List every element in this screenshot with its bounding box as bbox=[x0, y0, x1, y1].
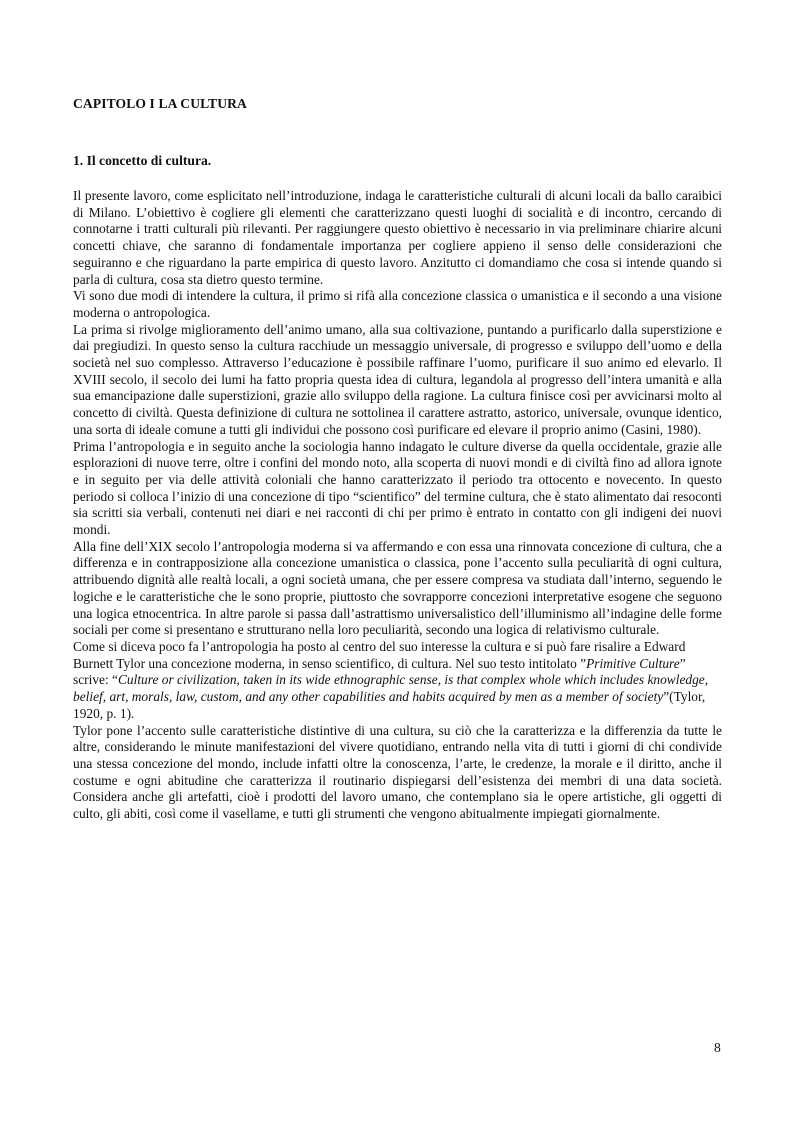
paragraph-classical-culture: La prima si rivolge miglioramento dell’animo umano, alla sua coltivazione, puntando a purificarlo dalla superstizione e dai pregiudizi. In questo senso la cultura racchiude un messaggio universale, di progresso e sviluppo dell’uomo e della società nel suo complesso. Attraverso l’educazione è possibile raffinare l’uomo, purificare il suo animo ed elevarlo. Il XVIII secolo, il secolo dei lumi ha fatto propria questa idea di cultura, legandola al progresso dell’intera umanità e alla sua emancipazione dalle superstizioni, grazie allo sviluppo della ragione. La cultura finisce così per avvicinarsi molto al concetto di civiltà. Questa definizione di cultura ne sottolinea il carattere astratto, astorico, universale, ovunque identico, una sorta di ideale comune a tutti gli individui che possono così purificare ed elevare il proprio animo (Casini, 1980). bbox=[73, 321, 722, 437]
tylor-citation: ”(Tylor, 1920, p. 1). bbox=[73, 689, 706, 721]
section-title: 1. Il concetto di cultura. bbox=[73, 153, 212, 168]
paragraph-anthropology: Prima l’antropologia e in seguito anche la sociologia hanno indagato le culture diverse da quella occidentale, grazie alle esplorazioni di nuove terre, oltre i confini del mondo noto, alla scoperta di nuovi mondi e di civiltà fino ad allora ignote e in seguito per via delle attività coloniali che hanno caratterizzato il periodo tra ottocento e novecento. In questo periodo si colloca l’inizio di una concezione di tipo “scientifico” del termine cultura, che è stato alimentato dai resoconti sia scritti sia verbali, contenuti nei diari e nei racconti di chi per primo è entrato in contatto con gli indigeni dei nuovi mondi. bbox=[73, 438, 722, 538]
paragraph-intro: Il presente lavoro, come esplicitato nell’introduzione, indaga le caratteristiche culturali di alcuni locali da ballo caraibici di Milano. L’obiettivo è cogliere gli elementi che caratterizzano questi luoghi di socialità e di incontro, cercando di connotarne i tratti culturali più rilevanti. Per raggiungere questo obiettivo è necessario in via preliminare chiarire alcuni concetti chiave, che saranno di fondamentale importanza per cogliere appieno il senso delle considerazioni che seguiranno e che riguardano la parte empirica di questo lavoro. Anzitutto ci domandiamo che cosa si intende quando si parla di cultura, cosa sta dietro questo termine. bbox=[73, 188, 722, 287]
tylor-text-middle: ” scrive: “ bbox=[73, 655, 686, 688]
body-text bbox=[73, 188, 722, 823]
page-number: 8 bbox=[714, 1040, 721, 1055]
tylor-book-title: Primitive Culture bbox=[586, 655, 680, 671]
tylor-quote: Culture or civilization, taken in its wide ethnographic sense, is that complex whole which includes knowledge, belief, art, morals, law, custom, and any other capabilities and habits acquired by men as a member of society bbox=[73, 672, 709, 705]
paragraph-tylor-characteristics: Tylor pone l’accento sulle caratteristiche distintive di una cultura, su ciò che la caratterizza e la differenzia da tutte le altre, considerando le minute manifestazioni del vivere quotidiano, entrando nella vita di tutti i giorni di chi condivide una stessa concezione del mondo, include infatti oltre la conoscenza, l’arte, le credenze, la morale e il diritto, anche il costume e ogni abitudine che caratterizza il routinario dispiegarsi dell’esistenza dei membri di una data società. Considera anche gli artefatti, cioè i prodotti del lavoro umano, che contemplano sia le opere artistiche, gli oggetti di culto, gli abiti, così come il vasellame, e tutti gli strumenti che vengono abitualmente impiegati giornalmente. bbox=[73, 722, 722, 822]
paragraph-tylor-quote bbox=[73, 639, 722, 723]
paragraph-modern-anthropology: Alla fine dell’XIX secolo l’antropologia moderna si va affermando e con essa una rinnovata concezione di cultura, che a differenza e in contrapposizione alla concezione umanistica o classica, pone l’accento sulla peculiarità di ogni cultura, attribuendo dignità alle realtà locali, a ogni società umana, che per essere compresa va studiata dall’interno, seguendo le logiche e le caratteristiche che le sono proprie, piuttosto che sovrapporre concezioni interpretative esogene che seguono una logica etnocentrica. In altre parole si passa dall’astrattismo universalistico dell’illuminismo all’indagine delle forme sociali per come si presentano e strutturano nella loro peculiarità, secondo una logica di relativismo culturale. bbox=[73, 538, 722, 638]
paragraph-two-ways: Vi sono due modi di intendere la cultura, il primo si rifà alla concezione classica o umanistica e il secondo a una visione moderna o antropologica. bbox=[73, 288, 722, 320]
tylor-text-before: Come si diceva poco fa l’antropologia ha posto al centro del suo interesse la cultura e si può fare risalire a Edward Burnett Tylor una concezione moderna, in senso scientifico, di cultura. Nel suo testo intitolato ” bbox=[73, 638, 686, 671]
chapter-title: CAPITOLO I LA CULTURA bbox=[73, 96, 247, 111]
